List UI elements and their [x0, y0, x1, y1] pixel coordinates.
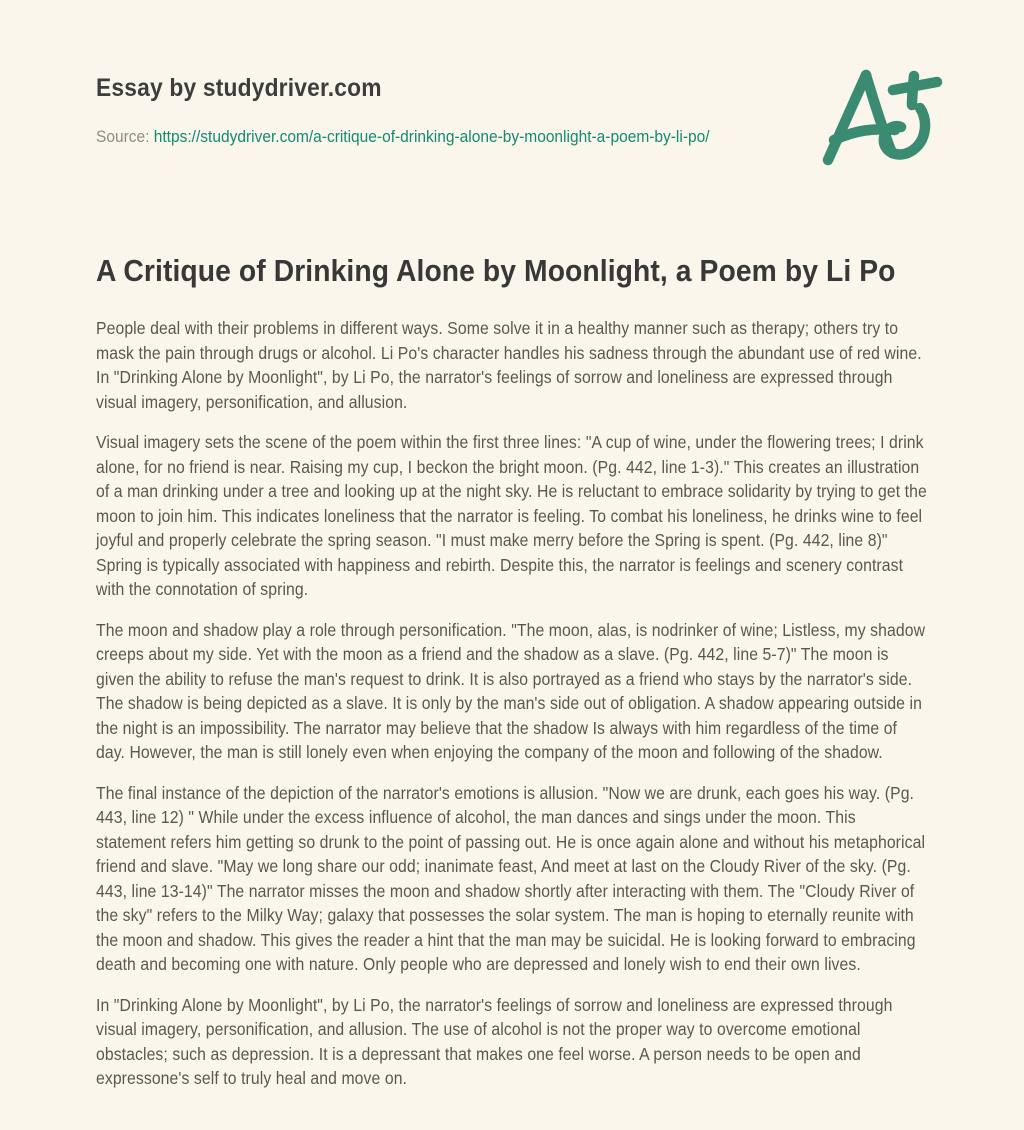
essay-by-heading: Essay by studydriver.com: [96, 74, 382, 102]
source-line: [96, 127, 928, 147]
source-label: Source:: [96, 127, 150, 146]
essay-paragraph: The moon and shadow play a role through personification. "The moon, alas, is nodrinker of wine; Listless, my shadow creeps about my side. Yet with the moon as a friend and the shadow as a slave. (Pg. 442, line 5-7)" The moon is given the ability to refuse the man's request to drink. It is also portrayed as a friend who stays by the narrator's side. The shadow is being depicted as a slave. It is only by the man's side out of obligation. A shadow appearing outside in the night is an impossibility. The narrator may believe that the shadow Is always with him regardless of the time of day. However, the man is still lonely even when enjoying the company of the moon and following of the shadow.: [96, 619, 926, 762]
essay-title: A Critique of Drinking Alone by Moonlight, a Poem by Li Po: [96, 253, 896, 288]
essay-paragraph: In "Drinking Alone by Moonlight", by Li Po, the narrator's feelings of sorrow and loneliness are expressed through visual imagery, personification, and allusion. The use of alcohol is not the proper way to overcome emotional obstacles; such as depression. It is a depressant that makes one feel worse. A person needs to be open and expressone's self to truly heal and move on.: [96, 994, 893, 1088]
content-column: [96, 0, 928, 1107]
essay-paragraph: Visual imagery sets the scene of the poem within the first three lines: "A cup of wine, under the flowering trees; I drink alone, for no friend is near. Raising my cup, I beckon the bright moon. (Pg. 442, line 1-3)." This creates an illustration of a man drinking under a tree and looking up at the night sky. He is reluctant to embrace solidarity by trying to get the moon to join him. This indicates loneliness that the narrator is feeling. To combat his loneliness, he drinks wine to feel joyful and properly celebrate the spring season. "I must make merry before the Spring is spent. (Pg. 442, line 8)" Spring is typically associated with happiness and rebirth. Despite this, the narrator is feelings and scenery contrast with the connotation of spring.: [96, 432, 927, 599]
essay-body: [96, 316, 928, 1091]
essay-paragraph: People deal with their problems in different ways. Some solve it in a healthy manner such as therapy; others try to mask the pain through drugs or alcohol. Li Po's character handles his sadness through the abundant use of red wine. In "Drinking Alone by Moonlight", by Li Po, the narrator's feelings of sorrow and loneliness are expressed through visual imagery, personification, and allusion.: [96, 318, 922, 412]
source-link[interactable]: https://studydriver.com/a-critique-of-drinking-alone-by-moonlight-a-poem-by-li-po/: [153, 127, 710, 146]
essay-paragraph: The final instance of the depiction of the narrator's emotions is allusion. "Now we are drunk, each goes his way. (Pg. 443, line 12) " While under the excess influence of alcohol, the man dances and sings under the moon. This statement refers him getting so drunk to the point of passing out. He is once again alone and without his metaphorical friend and slave. "May we long share our odd; inanimate feast, And meet at last on the Cloudy River of the sky. (Pg. 443, line 13-14)" The narrator misses the moon and shadow shortly after interacting with them. The "Cloudy River of the sky" refers to the Milky Way; galaxy that possesses the solar system. The man is hoping to eternally reunite with the moon and shadow. This gives the reader a hint that the man may be suicidal. He is looking forward to embracing death and becoming one with nature. Only people who are depressed and lonely wish to end their own lives.: [96, 782, 926, 974]
